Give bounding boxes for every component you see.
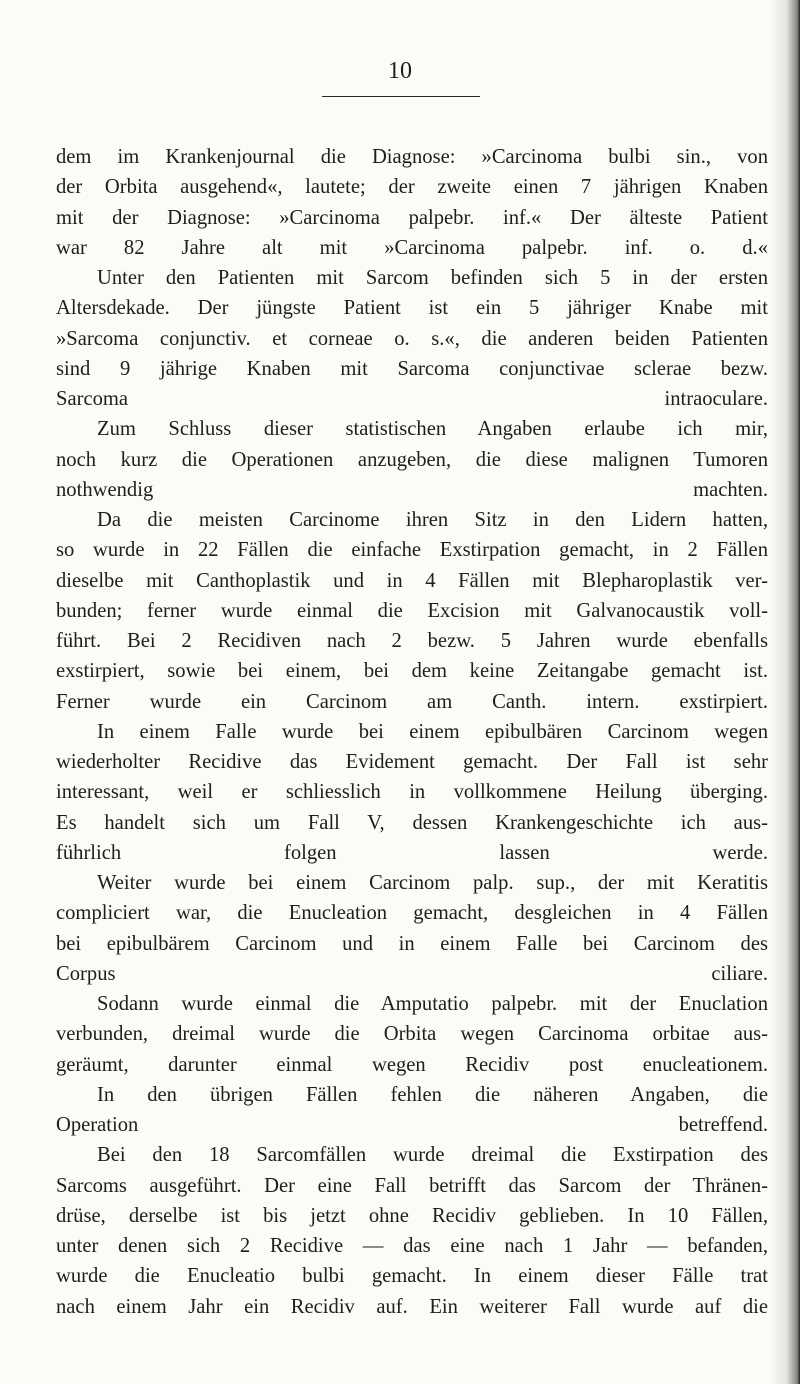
text-line: mit der Diagnose: »Carcinoma palpebr. inf.« Der älteste Patient: [56, 206, 768, 229]
text-line: In den übrigen Fällen fehlen die näheren Angaben, die: [97, 1083, 768, 1106]
text-line: führt. Bei 2 Recidiven nach 2 bezw. 5 Jahren wurde ebenfalls: [56, 630, 768, 652]
text-line: compliciert war, die Enucleation gemacht, desgleichen in 4 Fällen: [56, 902, 768, 925]
text-line: Es handelt sich um Fall V, dessen Krankengeschichte ich aus-: [56, 811, 768, 834]
text-line: Sodann wurde einmal die Amputatio palpebr. mit der Enuclation: [97, 993, 768, 1015]
text-line: führlich folgen lassen werde.: [56, 841, 768, 864]
page-edge-shadow: [770, 0, 800, 1384]
text-line: Unter den Patienten mit Sarcom befinden sich 5 in der ersten: [97, 267, 768, 289]
text-line: wiederholter Recidive das Evidement gemacht. Der Fall ist sehr: [56, 751, 768, 773]
text-line: interessant, weil er schliesslich in vollkommene Heilung überging.: [56, 781, 768, 804]
text-line: geräumt, darunter einmal wegen Recidiv post enucleationem.: [56, 1053, 768, 1076]
text-line: nach einem Jahr ein Recidiv auf. Ein weiterer Fall wurde auf die: [56, 1295, 768, 1318]
text-line: wurde die Enucleatio bulbi gemacht. In einem dieser Fälle trat: [56, 1265, 768, 1288]
text-line: Ferner wurde ein Carcinom am Canth. intern. exstirpiert.: [56, 690, 768, 713]
body-text: [56, 142, 768, 1322]
text-line: In einem Falle wurde bei einem epibulbären Carcinom wegen: [97, 720, 768, 743]
text-line: Zum Schluss dieser statistischen Angaben erlaube ich mir,: [97, 418, 768, 441]
text-line: Corpus ciliare.: [56, 962, 768, 985]
text-line: dem im Krankenjournal die Diagnose: »Carcinoma bulbi sin., von: [56, 146, 768, 168]
text-line: war 82 Jahre alt mit »Carcinoma palpebr. inf. o. d.«: [56, 236, 768, 259]
page-number: 10: [388, 58, 412, 84]
text-line: unter denen sich 2 Recidive — das eine nach 1 Jahr — befanden,: [56, 1235, 768, 1257]
text-line: der Orbita ausgehend«, lautete; der zweite einen 7 jährigen Knaben: [56, 176, 768, 199]
text-line: exstirpiert, sowie bei einem, bei dem keine Zeitangabe gemacht ist.: [56, 660, 768, 683]
text-line: dieselbe mit Canthoplastik und in 4 Fällen mit Blepharoplastik ver-: [56, 569, 768, 592]
text-line: so wurde in 22 Fällen die einfache Exstirpation gemacht, in 2 Fällen: [56, 539, 768, 562]
text-line: Sarcoms ausgeführt. Der eine Fall betrifft das Sarcom der Thränen-: [56, 1174, 768, 1197]
text-line: drüse, derselbe ist bis jetzt ohne Recidiv geblieben. In 10 Fällen,: [56, 1204, 768, 1227]
text-line: Operation betreffend.: [56, 1114, 768, 1136]
text-line: »Sarcoma conjunctiv. et corneae o. s.«, die anderen beiden Patienten: [56, 327, 768, 350]
text-line: Bei den 18 Sarcomfällen wurde dreimal die Exstirpation des: [97, 1144, 768, 1167]
text-line: noch kurz die Operationen anzugeben, die diese malignen Tumoren: [56, 448, 768, 471]
text-line: Altersdekade. Der jüngste Patient ist ein 5 jähriger Knabe mit: [56, 297, 768, 320]
text-line: nothwendig machten.: [56, 478, 768, 501]
text-line: Sarcoma intraoculare.: [56, 388, 768, 410]
page-number-rule: [322, 96, 480, 97]
text-line: bei epibulbärem Carcinom und in einem Falle bei Carcinom des: [56, 932, 768, 955]
text-line: sind 9 jährige Knaben mit Sarcoma conjunctivae sclerae bezw.: [56, 357, 768, 380]
text-line: Da die meisten Carcinome ihren Sitz in den Lidern hatten,: [97, 509, 768, 531]
text-line: bunden; ferner wurde einmal die Excision mit Galvanocaustik voll-: [56, 599, 768, 622]
text-line: Weiter wurde bei einem Carcinom palp. sup., der mit Keratitis: [97, 872, 768, 894]
text-line: verbunden, dreimal wurde die Orbita wegen Carcinoma orbitae aus-: [56, 1023, 768, 1046]
